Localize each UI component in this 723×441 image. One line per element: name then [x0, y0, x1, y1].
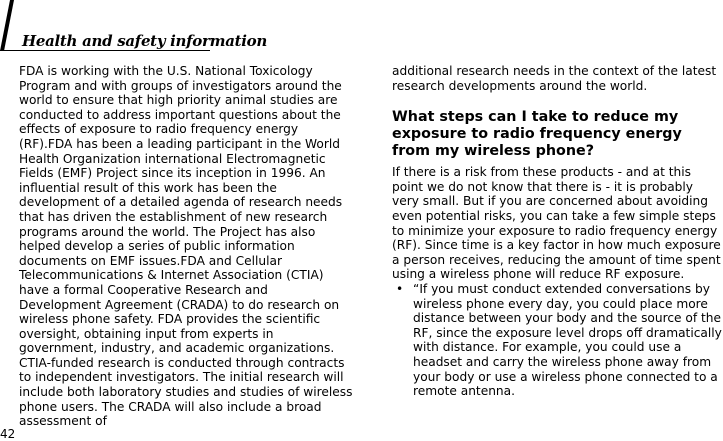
bullet-text: “If you must conduct extended conversations by wireless phone every day, you could place more distance between your body and the source of the RF, since the exposure level drops off dramatically with distance. For example, you could use a headset and carry the wireless phone away from your body or use a wireless phone connected to a remote antenna.: [413, 281, 722, 399]
right-column: [392, 64, 723, 399]
continuation-paragraph: additional research needs in the context of the latest research developments around the world.: [392, 64, 717, 93]
section-heading: What steps can I take to reduce my exposure to radio frequency energy from my wireless phone?: [392, 109, 682, 160]
bullet-list: [392, 282, 723, 399]
bullet-marker: •: [396, 281, 404, 296]
bullet-item: [392, 282, 723, 399]
header-rule: [0, 50, 210, 51]
body-paragraph: If there is a risk from these products - and at this point we do not know that there is - it is probably very small. But if you are concerned about avoiding even potential risks, you can take a few simple steps to minimize your exposure to radio frequency energy (RF). Since time is a key factor in how much exposure a person receives, reducing the amount of time spent using a wireless phone will reduce RF exposure.: [392, 165, 721, 282]
page-header-title: Health and safety information: [22, 32, 267, 50]
page-number: 42: [0, 427, 16, 441]
left-column: [19, 64, 353, 429]
body-paragraph: FDA is working with the U.S. National Toxicology Program and with groups of investigators around the world to ensure that high priority animal studies are conducted to address important questions about the effects of exposure to radio frequency energy (RF).FDA has been a leading participant in the World Health Organization international Electromagnetic Fields (EMF) Project since its inception in 1996. An influential result of this work has been the development of a detailed agenda of research needs that has driven the establishment of new research programs around the world. The Project has also helped develop a series of public information documents on EMF issues.FDA and Cellular Telecommunications & Internet Association (CTIA) have a formal Cooperative Research and Development Agreement (CRADA) to do research on wireless phone safety. FDA provides the scientific oversight, obtaining input from experts in government, industry, and academic organizations. CTIA-funded research is conducted through contracts to independent investigators. The initial research will include both laboratory studies and studies of wireless phone users. The CRADA will also include a broad assessment of: [19, 64, 353, 429]
header-bar-decoration: [0, 0, 14, 51]
